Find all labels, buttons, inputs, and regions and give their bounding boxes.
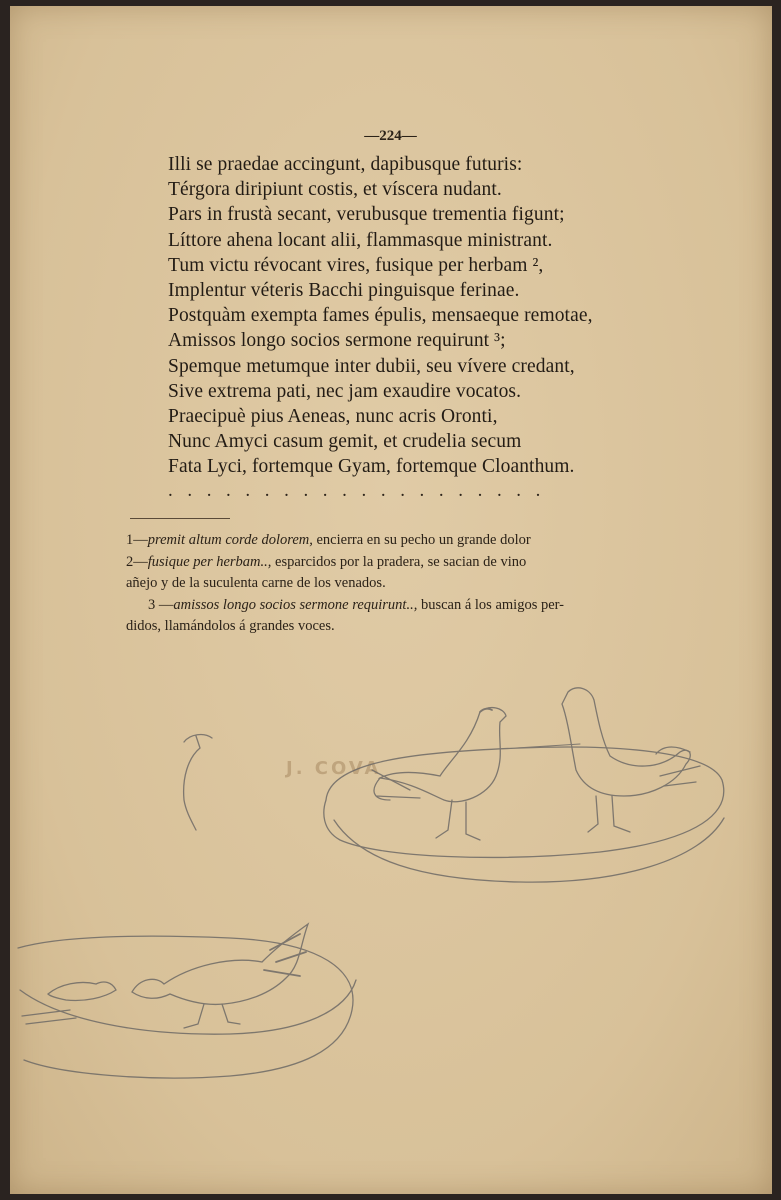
dish-rim-lower (20, 980, 356, 1034)
verse-line: Fata Lyci, fortemque Gyam, fortemque Cloanthum. (168, 456, 575, 478)
dish-outline-lower (18, 936, 353, 1078)
hen-sketch (132, 924, 308, 1028)
dish-rim-upper (334, 818, 724, 882)
hen-sketch (372, 708, 506, 840)
library-stamp: J. COVA (286, 758, 382, 779)
hen-sketch (516, 688, 700, 832)
verse-line: Sive extrema pati, nec jam exaudire vocatos. (168, 380, 522, 402)
verse-line: Térgora diripiunt costis, et víscera nudant. (168, 179, 502, 201)
verse-line: Postquàm exempta fames épulis, mensaeque remotae, (168, 305, 593, 327)
verse-line: Illi se praedae accingunt, dapibusque futuris: (168, 154, 523, 175)
verse-line: Líttore ahena locant alii, flammasque ministrant. (168, 229, 553, 251)
verse-line: Nunc Amyci casum gemit, et crudelia secum (168, 431, 522, 453)
verse-line: Praecipuè pius Aeneas, nunc acris Oronti, (168, 405, 498, 427)
verse-line: Implentur véteris Bacchi pinguisque ferinae. (168, 279, 520, 301)
footnote: 1—premit altum corde dolorem, encierra en su pecho un grande dolor (126, 532, 531, 548)
bird-sketch (184, 735, 212, 830)
footnote: 3 —amissos longo socios sermone requirunt.., buscan á los amigos per- (148, 596, 565, 613)
bird-sketch (22, 982, 116, 1024)
footnote-continuation: añejo y de la suculenta carne de los venados. (126, 575, 386, 591)
ellipsis-row: .................... (168, 480, 555, 501)
page-number: —224— (364, 128, 417, 144)
verse-line: Spemque metumque inter dubii, seu vívere credant, (168, 355, 575, 377)
dish-outline-upper (324, 747, 724, 857)
footnote: 2—fusique per herbam.., esparcidos por la pradera, se sacian de vino (126, 553, 527, 570)
verse-line: Pars in frustà secant, verubusque trementia figunt; (168, 204, 565, 226)
verse-line: Amissos longo socios sermone requirunt ³; (168, 330, 506, 352)
verse-line: Tum victu révocant vires, fusique per herbam ², (168, 254, 544, 276)
footnote-continuation: didos, llamándolos á grandes voces. (126, 618, 335, 634)
